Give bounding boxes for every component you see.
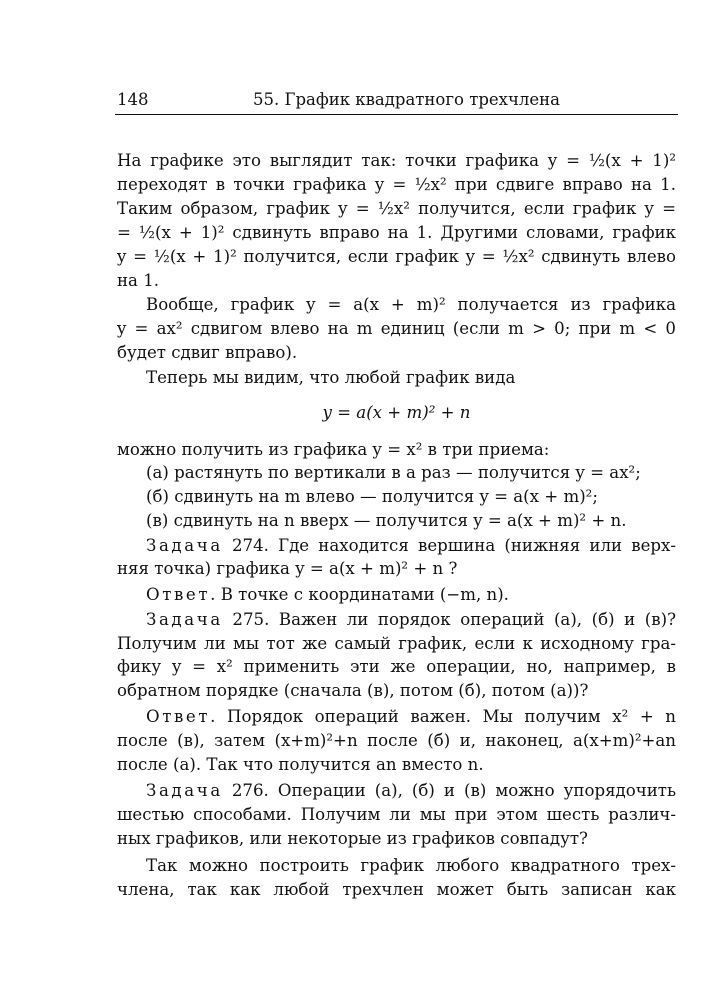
text-line [117,752,676,778]
line-text: члена, так как любой трехчлен может быть записан как [117,880,676,899]
line-text: няя точка) графика y = a(x + m)² + n ? [117,559,458,578]
line-text: 276. Операции (а), (б) и (в) можно упорядочить [222,781,676,800]
line-text: будет сдвиг вправо). [117,343,298,362]
text-line [146,853,676,879]
problem-label: Задача [146,610,223,629]
problem-label: Задача [146,536,223,555]
line-text: Теперь мы видим, что любой график вида [146,368,516,387]
text-line [117,826,676,852]
line-text: обратном порядке (сначала (в), потом (б), потом (а))? [117,681,589,700]
text-line [146,582,676,608]
text-line [117,196,676,222]
line-text: (а) растянуть по вертикали в a раз — получится y = ax²; [146,463,641,482]
list-item [146,484,705,510]
text-line [146,704,676,730]
text-line [117,802,676,828]
text-line [146,292,676,318]
line-text: можно получить из графика y = x² в три приема: [117,440,550,459]
line-text: на 1. [117,271,160,290]
line-text: шестью способами. Получим ли мы при этом шесть различ- [117,805,676,824]
list-item [146,508,705,534]
page-number: 148 [117,90,149,109]
page-header [115,88,678,112]
line-text: . Порядок операций важен. Мы получим x² + n [210,707,676,726]
line-text: = ½(x + 1)² сдвинуть вправо на 1. Другими словами, график [117,223,676,242]
display-formula [117,400,676,426]
answer-label: Ответ [146,585,211,604]
line-text: 275. Важен ли порядок операций (а), (б) и (в)? [222,610,676,629]
text-line [117,678,676,704]
line-text: после (а). Так что получится an вместо n. [117,755,484,774]
header-rule [115,114,678,115]
text-line [117,340,676,366]
line-text: Вообще, график y = a(x + m)² получается из графика [146,295,676,314]
text-line [117,556,676,582]
text-line [117,244,676,270]
problem-label: Задача [146,781,223,800]
text-line [117,172,676,198]
list-item [146,460,705,486]
line-text: y = ax² сдвигом влево на m единиц (если m > 0; при m < 0 [117,319,676,338]
text-line [146,365,676,391]
line-text: y = a(x + m)² + n [322,403,471,422]
line-text: переходят в точки графика y = ½x² при сдвиге вправо на 1. [117,175,676,194]
text-line [117,148,676,174]
running-title: 55. График квадратного трехчлена [253,90,560,109]
line-text: . В точке с координатами (−m, n). [210,585,509,604]
line-text: y = ½(x + 1)² получится, если график y = ½x² сдвинуть влево [117,247,676,266]
line-text: (б) сдвинуть на m влево — получится y = a(x + m)²; [146,487,598,506]
line-text: фику y = x² применить эти же операции, но, например, в [117,657,676,676]
line-text: (в) сдвинуть на n вверх — получится y = a(x + m)² + n. [146,511,627,530]
text-line [117,316,676,342]
line-text: На графике это выглядит так: точки графика y = ½(x + 1)² [117,151,676,170]
line-text: Так можно построить график любого квадратного трех- [146,856,676,875]
line-text: ных графиков, или некоторые из графиков совпадут? [117,829,588,848]
line-text: Таким образом, график y = ½x² получится, если график y = [117,199,676,218]
line-text: после (в), затем (x+m)²+n после (б) и, наконец, a(x+m)²+an [117,731,676,750]
text-line [117,728,676,754]
line-text: 274. Где находится вершина (нижняя или верх- [222,536,676,555]
text-line [117,220,676,246]
answer-label: Ответ [146,707,211,726]
text-line [146,778,676,804]
line-text: Получим ли мы тот же самый график, если к исходному гра- [117,634,676,653]
text-line [117,654,676,680]
text-line [146,607,676,633]
text-line [117,268,676,294]
text-line [117,877,676,903]
